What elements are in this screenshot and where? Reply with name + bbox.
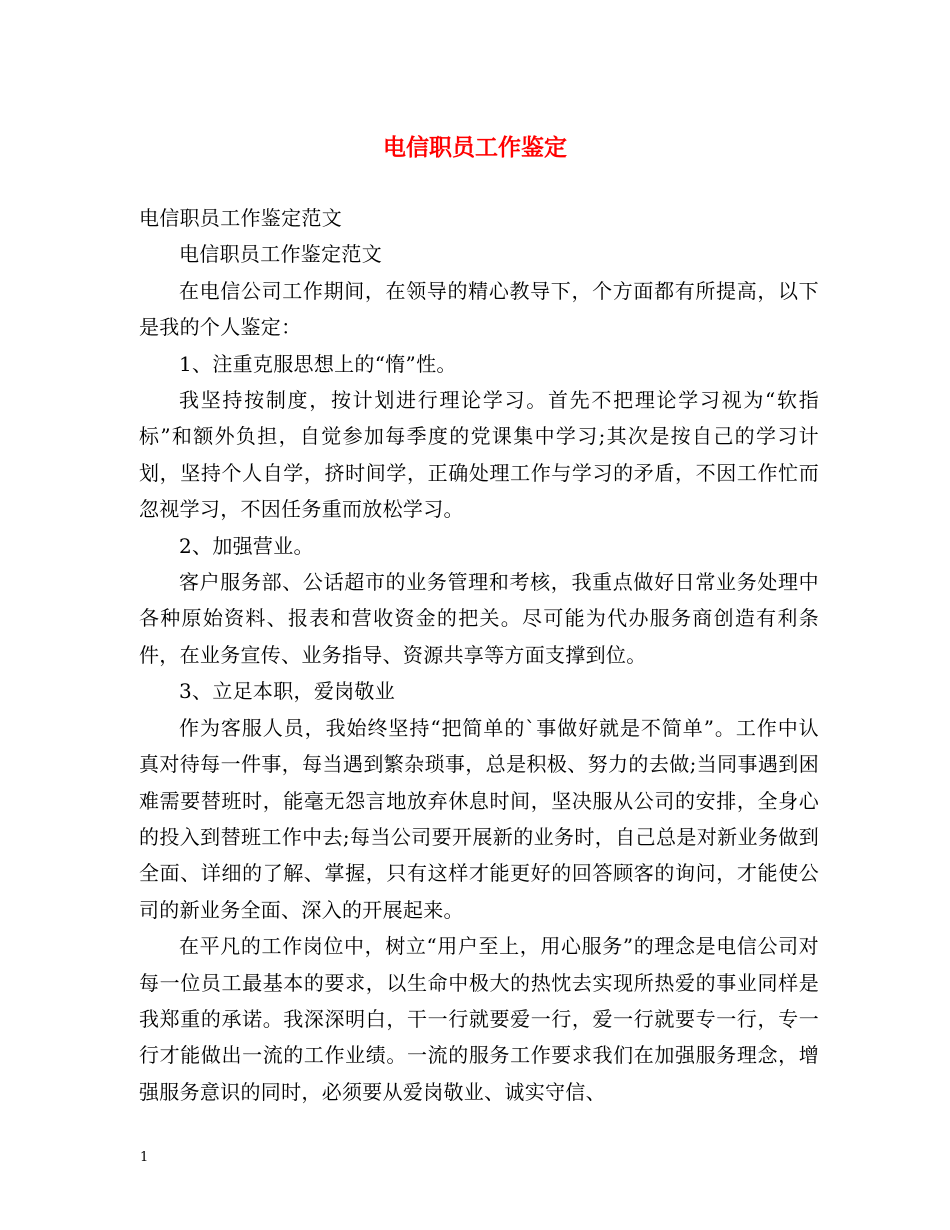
section-heading-2: 2、加强营业。 [179, 533, 314, 558]
document-title: 电信职员工作鉴定 [383, 135, 567, 161]
document-body [139, 200, 819, 1110]
paragraph-section-2: 客户服务部、公话超市的业务管理和考核，我重点做好日常业务处理中各种原始资料、报表和营收资金的把关。尽可能为代办服务商创造有利条件，在业务宣传、业务指导、资源共享等方面支撑到位。 [139, 570, 819, 667]
paragraph-closing: 在平凡的工作岗位中，树立“用户至上，用心服务”的理念是电信公司对每一位员工最基本的要求，以生命中极大的热忱去实现所热爱的事业同样是我郑重的承诺。我深深明白，干一行就要爱一行，爱一行就要专一行，专一行才能做出一流的工作业绩。一流的服务工作要求我们在加强服务理念，增强服务意识的同时，必须要从爱岗敬业、诚实守信、 [139, 934, 819, 1104]
paragraph-heading: 电信职员工作鉴定范文 [139, 206, 342, 230]
page-number: 1 [140, 1150, 149, 1165]
section-heading-1: 1、注重克服思想上的“惰”性。 [179, 351, 457, 376]
paragraph-intro: 在电信公司工作期间，在领导的精心教导下，个方面都有所提高，以下是我的个人鉴定： [139, 278, 819, 340]
paragraph-section-3: 作为客服人员，我始终坚持“把简单的`事做好就是不简单”。工作中认真对待每一件事，每当遇到繁杂琐事，总是积极、努力的去做;当同事遇到困难需要替班时，能毫无怨言地放弃休息时间，坚决服从公司的安排，全身心的投入到替班工作中去;每当公司要开展新的业务时，自己总是对新业务做到全面、详细的了解、掌握，只有这样才能更好的回答顾客的询问，才能使公司的新业务全面、深入的开展起来。 [139, 715, 819, 922]
paragraph-subheading: 电信职员工作鉴定范文 [179, 242, 382, 267]
section-heading-3: 3、立足本职，爱岗敬业 [179, 679, 396, 704]
paragraph-section-1: 我坚持按制度，按计划进行理论学习。首先不把理论学习视为“软指标”和额外负担，自觉参加每季度的党课集中学习;其次是按自己的学习计划，坚持个人自学，挤时间学，正确处理工作与学习的矛盾，不因工作忙而忽视学习，不因任务重而放松学习。 [139, 388, 819, 522]
